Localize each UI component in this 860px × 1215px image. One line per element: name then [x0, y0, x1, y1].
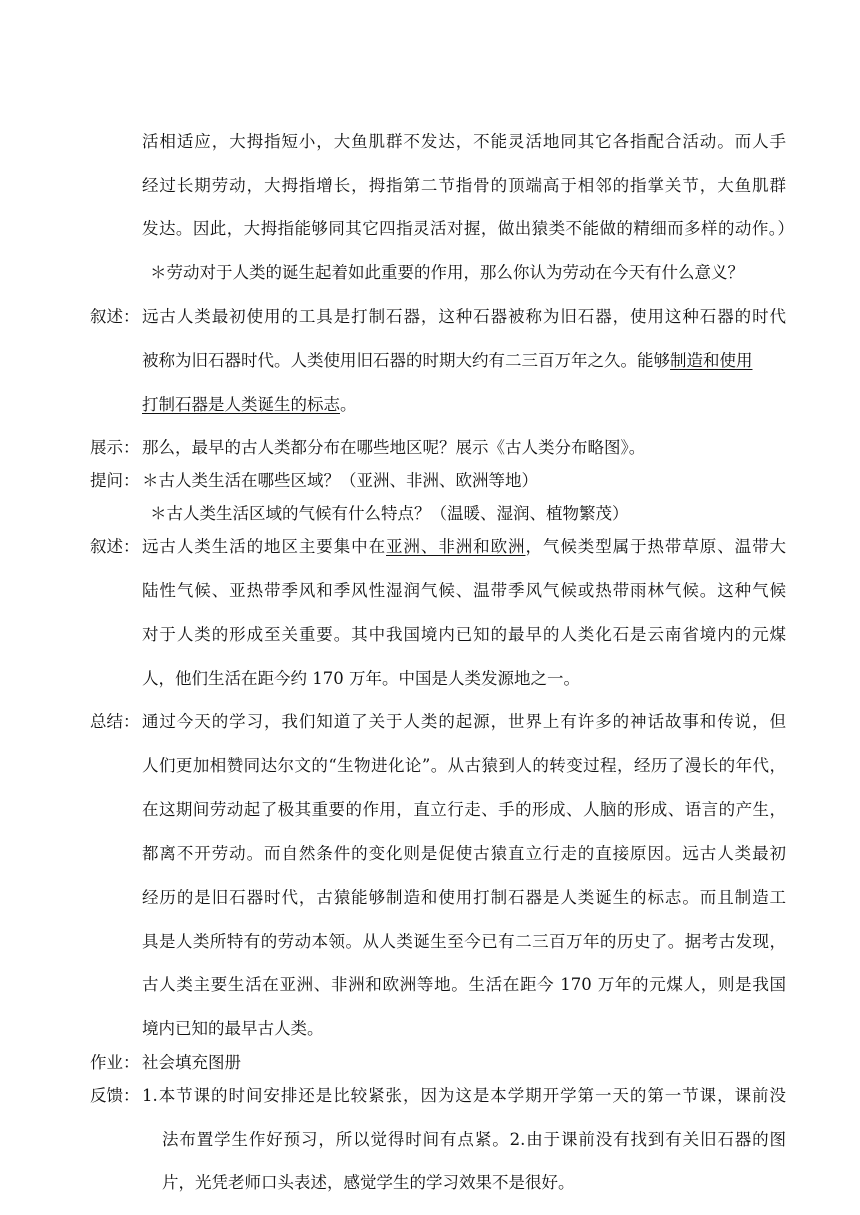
display-text: 那么，最早的古人类都分布在哪些地区呢？展示《古人类分布略图》。	[142, 438, 646, 457]
ask-question-2: ＊古人类生活区域的气候有什么特点？（温暖、湿润、植物繁茂）	[150, 504, 629, 523]
narrate1-line-3	[142, 394, 357, 416]
feedback-line-1: 1.本节课的时间安排还是比较紧张，因为这是本学期开学第一天的第一节课，课前没	[142, 1086, 786, 1105]
narrate2-line-4: 人，他们生活在距今约 170 万年。中国是人类发源地之一。	[142, 669, 580, 688]
summary-line-4: 都离不开劳动。而自然条件的变化则是促使古猿直立行走的直接原因。远古人类最初	[142, 844, 786, 863]
intro-question: ＊劳动对于人类的诞生起着如此重要的作用，那么你认为劳动在今天有什么意义？	[150, 263, 744, 282]
summary-line-7: 古人类主要生活在亚洲、非洲和欧洲等地。生活在距今 170 万年的元煤人，则是我国	[142, 975, 786, 994]
summary-label: 总结：	[90, 712, 140, 731]
narrate1-line-3-end: 。	[340, 395, 357, 414]
narrate2-line-1-end: ，气候类型属于热带草原、温带大	[525, 537, 787, 556]
narrate2-line-1-text: 远古人类生活的地区主要集中在	[142, 537, 387, 556]
summary-line-2: 人们更加相赞同达尔文的“生物进化论”。从古猿到人的转变过程，经历了漫长的年代，	[142, 756, 786, 775]
narrate1-key-point-part2: 打制石器是人类诞生的标志	[142, 395, 340, 414]
narrate2-label: 叙述：	[90, 537, 140, 556]
narrate2-regions: 亚洲、非洲和欧洲	[386, 537, 526, 556]
summary-line-6: 具是人类所特有的劳动本领。从人类诞生至今已有二三百万年的历史了。据考古发现，	[142, 932, 786, 951]
feedback-line-2: 法布置学生作好预习，所以觉得时间有点紧。2.由于课前没有找到有关旧石器的图	[162, 1130, 786, 1149]
intro-line-2: 经过长期劳动，大拇指增长，拇指第二节指骨的顶端高于相邻的指掌关节，大鱼肌群	[142, 176, 786, 195]
intro-line-3: 发达。因此，大拇指能够同其它四指灵活对握，做出猿类不能做的精细而多样的动作。）	[142, 219, 794, 238]
display-label: 展示：	[90, 438, 140, 457]
narrate2-line-1	[142, 536, 786, 558]
narrate2-line-2: 陆性气候、亚热带季风和季风性湿润气候、温带季风气候或热带雨林气候。这种气候	[142, 581, 786, 600]
summary-line-5: 经历的是旧石器时代，古猿能够制造和使用打制石器是人类诞生的标志。而且制造工	[142, 888, 786, 907]
summary-line-3: 在这期间劳动起了极其重要的作用，直立行走、手的形成、人脑的形成、语言的产生，	[142, 800, 786, 819]
homework-label: 作业：	[90, 1053, 140, 1072]
summary-line-8: 境内已知的最早古人类。	[142, 1019, 324, 1038]
ask-question-1: ＊古人类生活在哪些区域？（亚洲、非洲、欧洲等地）	[142, 471, 538, 490]
narrate1-label: 叙述：	[90, 307, 140, 326]
feedback-label: 反馈：	[90, 1086, 140, 1105]
narrate1-line-1: 远古人类最初使用的工具是打制石器，这种石器被称为旧石器，使用这种石器的时代	[142, 307, 786, 326]
narrate1-key-point-part1: 制造和使用	[670, 351, 753, 370]
narrate2-line-3: 对于人类的形成至关重要。其中我国境内已知的最早的人类化石是云南省境内的元煤	[142, 625, 786, 644]
narrate1-line-2-text: 被称为旧石器时代。人类使用旧石器的时期大约有二三百万年之久。能够	[142, 351, 670, 370]
narrate1-line-2	[142, 350, 753, 372]
homework-text: 社会填充图册	[142, 1053, 241, 1072]
intro-line-1: 活相适应，大拇指短小，大鱼肌群不发达，不能灵活地同其它各指配合活动。而人手	[142, 132, 786, 151]
feedback-line-3: 片，光凭老师口头表述，感觉学生的学习效果不是很好。	[162, 1173, 575, 1192]
ask-label: 提问：	[90, 471, 140, 490]
summary-line-1: 通过今天的学习，我们知道了关于人类的起源，世界上有许多的神话故事和传说，但	[142, 712, 786, 731]
